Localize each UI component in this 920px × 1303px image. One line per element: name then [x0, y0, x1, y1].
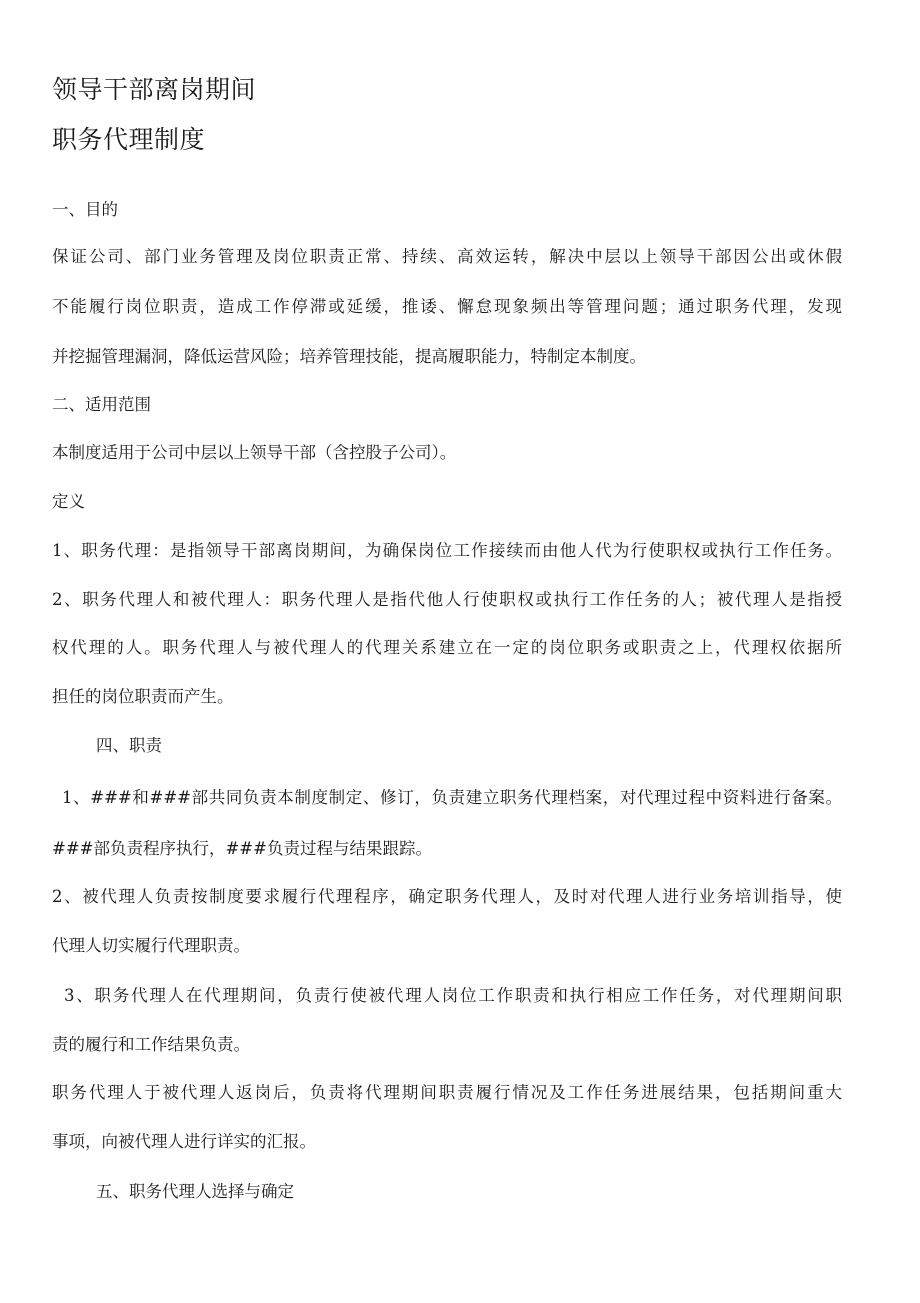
- duties-item-3b-line: 职务代理人于被代理人返岗后，负责将代理期间职责履行情况及工作任务进展结果，包括期间重大: [52, 1083, 842, 1102]
- section-heading-selection: 五、职务代理人选择与确定: [96, 1182, 294, 1201]
- section-heading-purpose: 一、目的: [52, 200, 118, 219]
- section-heading-scope: 二、适用范围: [52, 395, 151, 414]
- duties-item-3-line: 3、职务代理人在代理期间，负责行使被代理人岗位工作职责和执行相应工作任务，对代理期间职: [64, 986, 842, 1005]
- definition-item-2-line: 担任的岗位职责而产生。: [52, 687, 234, 706]
- doc-title-line2: 职务代理制度: [52, 125, 206, 154]
- doc-title-line1: 领导干部离岗期间: [52, 75, 257, 104]
- section-heading-definition: 定义: [52, 492, 85, 511]
- duties-item-2-line: 代理人切实履行代理职责。: [52, 936, 250, 955]
- purpose-paragraph-line: 不能履行岗位职责，造成工作停滞或延缓，推诿、懈怠现象频出等管理问题；通过职务代理，发现: [52, 297, 842, 316]
- definition-item-2-line: 2、职务代理人和被代理人：职务代理人是指代他人行使职权或执行工作任务的人；被代理人是指授: [52, 590, 842, 609]
- scope-paragraph: 本制度适用于公司中层以上领导干部（含控股子公司）。: [52, 443, 457, 462]
- duties-item-2-line: 2、被代理人负责按制度要求履行代理程序，确定职务代理人，及时对代理人进行业务培训指导，使: [52, 887, 842, 906]
- duties-item-1: 1、###和###部共同负责本制度制定、修订，负责建立职务代理档案，对代理过程中资料进行备案。: [62, 788, 842, 807]
- purpose-paragraph-line: 并挖掘管理漏洞，降低运营风险；培养管理技能，提高履职能力，特制定本制度。: [52, 347, 646, 366]
- purpose-paragraph-line: 保证公司、部门业务管理及岗位职责正常、持续、高效运转，解决中层以上领导干部因公出或休假: [52, 247, 842, 266]
- definition-item-2-line: 权代理的人。职务代理人与被代理人的代理关系建立在一定的岗位职务或职责之上，代理权依据所: [52, 638, 842, 657]
- duties-item-3b-line: 事项，向被代理人进行详实的汇报。: [52, 1132, 316, 1151]
- definition-item-1: 1、职务代理：是指领导干部离岗期间，为确保岗位工作接续而由他人代为行使职权或执行工作任务。: [52, 541, 842, 560]
- section-heading-duties: 四、职责: [96, 736, 162, 755]
- duties-item-1b: ###部负责程序执行，###负责过程与结果跟踪。: [52, 839, 432, 858]
- duties-item-3-line: 责的履行和工作结果负责。: [52, 1035, 250, 1054]
